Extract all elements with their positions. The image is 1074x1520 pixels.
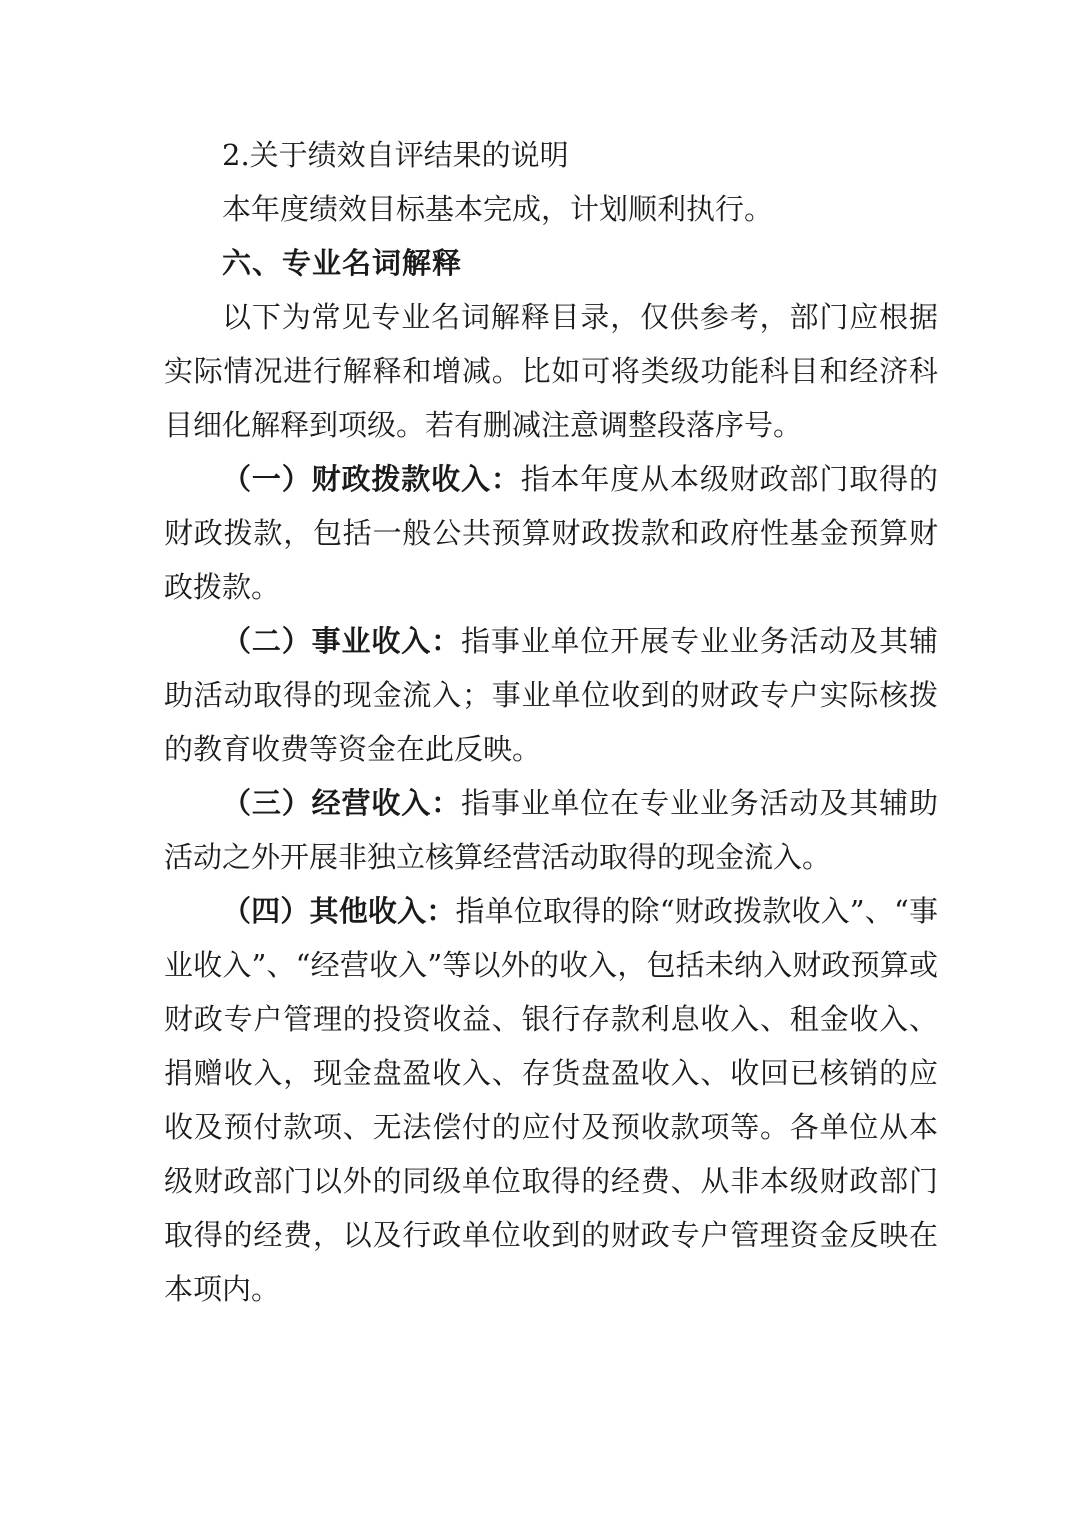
- term-lead: （二）事业收入：: [222, 624, 461, 658]
- term-lead: （一）财政拨款收入：: [222, 462, 521, 496]
- term-definition: 指单位取得的除“财政拨款收入”、“事业收入”、“经营收入”等以外的收入，包括未纳入财政预算或财政专户管理的投资收益、银行存款利息收入、租金收入、捐赠收入，现金盘盈收入、存货盘盈收入、收回已核销的应收及预付款项、无法偿付的应付及预收款项等。各单位从本级财政部门以外的同级单位取得的经费、从非本级财政部门取得的经费，以及行政单位收到的财政专户管理资金反映在本项内。: [164, 894, 938, 1306]
- term-paragraph-other-income: [164, 884, 938, 1316]
- term-definition: 指事业单位开展专业业务活动及其辅助活动取得的现金流入；事业单位收到的财政专户实际核拨的教育收费等资金在此反映。: [164, 624, 938, 766]
- self-eval-result-note-title: 2.关于绩效自评结果的说明: [222, 138, 569, 172]
- term-paragraph-operating-income-public-institution: [164, 614, 938, 776]
- term-paragraph-fiscal-appropriation-income: [164, 452, 938, 614]
- term-definition: 指事业单位在专业业务活动及其辅助活动之外开展非独立核算经营活动取得的现金流入。: [164, 786, 938, 874]
- self-eval-result-note-body: 本年度绩效目标基本完成，计划顺利执行。: [222, 192, 774, 226]
- term-paragraph-business-income: [164, 776, 938, 884]
- term-lead: （三）经营收入：: [222, 786, 461, 820]
- term-definition: 指本年度从本级财政部门取得的财政拨款，包括一般公共预算财政拨款和政府性基金预算财政拨款。: [164, 462, 938, 604]
- section-intro-paragraph: 以下为常见专业名词解释目录，仅供参考，部门应根据实际情况进行解释和增减。比如可将类级功能科目和经济科目细化解释到项级。若有删减注意调整段落序号。: [164, 300, 938, 442]
- term-lead: （四）其他收入：: [222, 894, 456, 928]
- section-heading-term-definitions: 六、专业名词解释: [222, 246, 463, 280]
